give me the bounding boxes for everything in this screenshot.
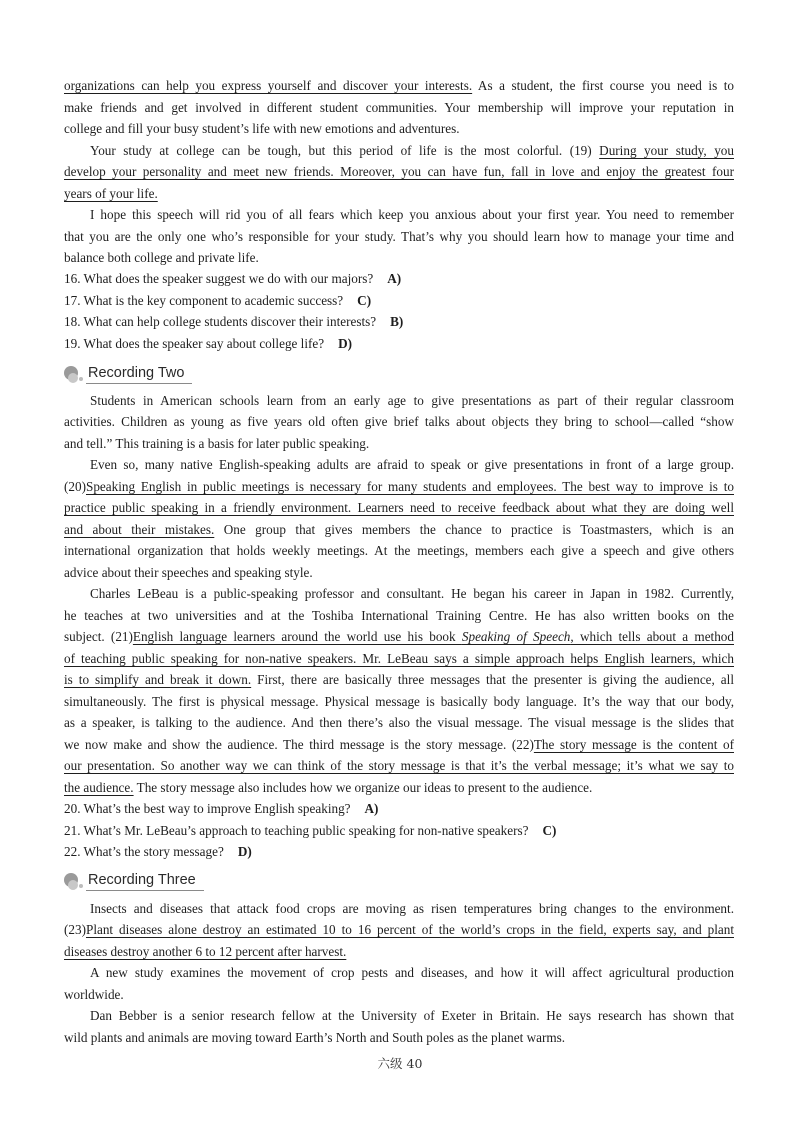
question-number: 16.: [64, 271, 81, 286]
text-line: [64, 478, 734, 496]
question-number: 19.: [64, 336, 81, 351]
text-span: Insects and diseases that attack food crops are moving as risen temperatures bring changes to the environment.: [90, 901, 734, 916]
text-line: [64, 435, 734, 453]
text-line: [64, 943, 734, 961]
text-line: [64, 650, 734, 668]
question-text: What is the key component to academic success?: [80, 293, 344, 308]
text-span: worldwide.: [64, 987, 124, 1002]
underlined-text: of teaching public speaking for non-native speakers. Mr. LeBeau says a simple approach helps English learners, which: [64, 651, 734, 666]
text-span: One group that gives members the chance to practice is Toastmasters, which is an: [214, 522, 734, 537]
text-line: [90, 1007, 734, 1025]
text-span: as a speaker, is talking to the audience. And then there’s also the visual message. The visual message is the slides that: [64, 715, 734, 730]
underlined-text: , which tells about a method: [570, 629, 734, 644]
underlined-text: diseases destroy another 6 to 12 percent after harvest.: [64, 944, 347, 959]
text-line: [64, 736, 734, 754]
text-line: [64, 228, 734, 246]
underlined-text: Plant diseases alone destroy an estimated 10 to 16 percent of the world’s crops in the field, experts say, and plant: [85, 922, 734, 937]
question-number: 17.: [64, 293, 81, 308]
underlined-text: During your study, you: [599, 143, 734, 158]
underlined-text: and about their mistakes.: [64, 522, 215, 537]
text-line: [64, 163, 734, 181]
text-span: Your study at college can be tough, but this period of life is the most colorful. (19): [90, 143, 600, 158]
text-line: [64, 542, 734, 560]
section-heading: [64, 869, 204, 891]
question-item: [64, 270, 734, 288]
underlined-text: develop your personality and meet new friends. Moreover, you can have fun, fall in love and enjoy the greatest four: [64, 164, 734, 179]
underlined-text: practice public speaking in a friendly environment. Learners need to receive feedback about what they are doing well: [64, 500, 734, 515]
question-item: [64, 292, 734, 310]
answer-key: D): [237, 844, 252, 859]
text-line: [90, 142, 734, 160]
text-span: Students in American schools learn from an early age to give presentations as part of their regular classroom: [90, 393, 734, 408]
question-number: 21.: [64, 823, 81, 838]
text-span: we now make and show the audience. The third message is the story message. (22): [64, 737, 534, 752]
question-item: [64, 335, 734, 353]
text-line: [64, 671, 734, 689]
underlined-text: The story message is the content of: [533, 737, 734, 752]
text-line: [64, 249, 734, 267]
text-line: [64, 564, 734, 582]
answer-key: B): [390, 314, 404, 329]
text-span: make friends and get involved in different student communities. Your membership will improve your reputation in: [64, 100, 734, 115]
question-text: What does the speaker suggest we do with our majors?: [80, 271, 374, 286]
text-line: [64, 185, 734, 203]
text-span: subject. (21): [64, 629, 133, 644]
text-line: [64, 693, 734, 711]
question-item: [64, 800, 734, 818]
text-span: I hope this speech will rid you of all fears which keep you anxious about your first year. You need to remember: [90, 207, 734, 222]
text-span: The story message also includes how we organize our ideas to present to the audience.: [133, 780, 593, 795]
text-span: Even so, many native English-speaking adults are afraid to speak or give presentations in front of a large group.: [90, 457, 734, 472]
section-heading: [64, 362, 192, 384]
text-line: [64, 413, 734, 431]
text-line: [90, 206, 734, 224]
answer-key: C): [357, 293, 372, 308]
text-line: [64, 921, 734, 939]
text-line: [64, 1029, 734, 1047]
section-title: Recording Three: [86, 871, 204, 891]
question-text: What does the speaker say about college life?: [80, 336, 325, 351]
question-item: [64, 843, 734, 861]
underlined-text: Speaking English in public meetings is necessary for many students and employees. The best way to improve is to: [85, 479, 734, 494]
underlined-text: is to simplify and break it down.: [64, 672, 252, 687]
page-number: 六级 40: [377, 1056, 423, 1071]
section-title: Recording Two: [86, 364, 192, 384]
question-text: What’s the best way to improve English speaking?: [80, 801, 351, 816]
section-bullet-icon: [64, 364, 86, 384]
text-span: balance both college and private life.: [64, 250, 259, 265]
answer-key: C): [542, 823, 557, 838]
text-line: [64, 607, 734, 625]
text-span: that you are the only one who’s responsible for your study. That’s why you should learn how to manage your time and: [64, 229, 734, 244]
text-span: he teaches at two universities and at the Toshiba International Training Centre. He has also written books on the: [64, 608, 734, 623]
text-span: Dan Bebber is a senior research fellow at the University of Exeter in Britain. He says research has shown that: [90, 1008, 734, 1023]
underlined-text: English language learners around the world use his book: [132, 629, 462, 644]
text-line: [64, 757, 734, 775]
text-span: simultaneously. The first is physical message. Physical message is basically body language. It’s the way that our body,: [64, 694, 734, 709]
underlined-text: years of your life.: [64, 186, 158, 201]
answer-key: A): [364, 801, 379, 816]
underlined-text: organizations can help you express yourself and discover your interests.: [64, 78, 473, 93]
answer-key: A): [387, 271, 402, 286]
text-span: (20): [64, 479, 86, 494]
question-item: [64, 313, 734, 331]
question-number: 20.: [64, 801, 81, 816]
question-item: [64, 822, 734, 840]
text-line: [90, 392, 734, 410]
question-text: What can help college students discover their interests?: [80, 314, 377, 329]
underlined-text: Speaking of Speech: [461, 629, 571, 644]
text-span: (23): [64, 922, 86, 937]
question-text: What’s Mr. LeBeau’s approach to teaching public speaking for non-native speakers?: [80, 823, 529, 838]
section-bullet-icon: [64, 871, 86, 891]
answer-key: D): [338, 336, 353, 351]
text-span: activities. Children as young as five years old often give brief talks about objects they bring to school—called “show: [64, 414, 734, 429]
text-span: and tell.” This training is a basis for later public speaking.: [64, 436, 370, 451]
underlined-text: the audience.: [64, 780, 134, 795]
text-line: [90, 456, 734, 474]
underlined-text: our presentation. So another way we can think of the story message is that it’s the verbal message; it’s what we say to: [64, 758, 734, 773]
text-span: Charles LeBeau is a public-speaking professor and consultant. He began his career in Japan in 1982. Currently,: [90, 586, 734, 601]
text-line: [64, 99, 734, 117]
text-line: [64, 986, 734, 1004]
question-number: 18.: [64, 314, 81, 329]
text-line: [64, 77, 734, 95]
text-span: A new study examines the movement of crop pests and diseases, and how it will affect agricultural production: [90, 965, 734, 980]
text-span: As a student, the first course you need is to: [472, 78, 734, 93]
text-line: [64, 499, 734, 517]
question-text: What’s the story message?: [80, 844, 224, 859]
text-span: advice about their speeches and speaking style.: [64, 565, 313, 580]
question-number: 22.: [64, 844, 81, 859]
text-line: [64, 521, 734, 539]
text-line: [64, 628, 734, 646]
text-line: [90, 900, 734, 918]
text-line: [64, 120, 734, 138]
text-line: [90, 585, 734, 603]
text-span: First, there are basically three messages that the presenter is giving the audience, all: [251, 672, 734, 687]
text-span: wild plants and animals are moving toward Earth’s North and South poles as the planet warms.: [64, 1030, 566, 1045]
text-span: international organization that holds weekly meetings. At the meetings, members each give a speech and give others: [64, 543, 734, 558]
text-line: [64, 779, 734, 797]
text-span: college and fill your busy student’s life with new emotions and adventures.: [64, 121, 460, 136]
text-line: [90, 964, 734, 982]
text-line: [64, 714, 734, 732]
